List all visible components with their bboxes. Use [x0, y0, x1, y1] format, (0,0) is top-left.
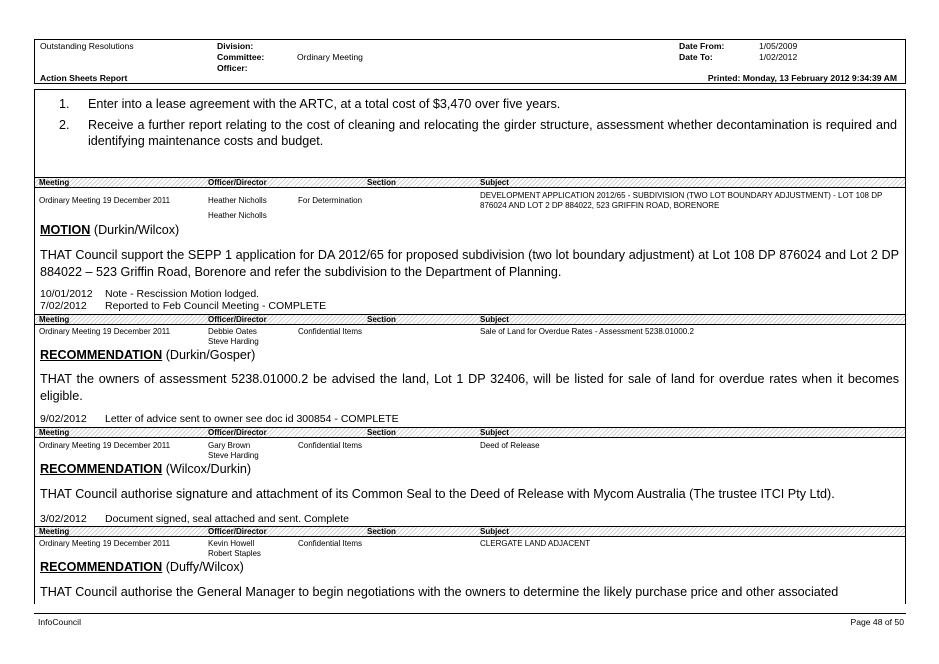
meeting-value: Ordinary Meeting 19 December 2011	[39, 196, 171, 205]
note-text: Note - Rescission Motion lodged.	[105, 288, 260, 300]
column-section: Section	[367, 428, 396, 437]
resolution-type: MOTION	[40, 223, 91, 237]
officer-value: Kevin Howell	[208, 539, 255, 548]
note-date: 9/02/2012	[40, 413, 87, 425]
column-officer: Officer/Director	[208, 428, 267, 437]
resolution-type: RECOMMENDATION	[40, 560, 163, 574]
column-officer: Officer/Director	[208, 315, 267, 324]
director-value: Heather Nicholls	[208, 211, 267, 220]
section-value: Confidential Items	[298, 327, 363, 336]
resolution-heading	[40, 559, 244, 575]
officer-value: Debbie Oates	[208, 327, 257, 336]
column-section: Section	[367, 527, 396, 536]
section-value: For Determination	[298, 196, 363, 205]
date-from-value: 1/05/2009	[759, 41, 798, 51]
report-header	[34, 39, 906, 84]
resolution-heading	[40, 347, 255, 363]
list-text: Enter into a lease agreement with the ARTC, at a total cost of $3,470 over five years.	[88, 97, 561, 111]
column-subject: Subject	[480, 315, 509, 324]
column-subject: Subject	[480, 428, 509, 437]
section-value: Confidential Items	[298, 539, 363, 548]
footer-divider	[34, 613, 906, 614]
subject-value: CLERGATE LAND ADJACENT	[480, 539, 591, 548]
director-value: Robert Staples	[208, 549, 261, 558]
resolution-movers: (Wilcox/Durkin)	[165, 462, 252, 476]
column-header-row	[35, 427, 905, 438]
note-text: Letter of advice sent to owner see doc id 300854 - COMPLETE	[105, 413, 399, 425]
action-sheets-content	[34, 89, 906, 604]
footer-brand: InfoCouncil	[38, 617, 81, 627]
note-text: Document signed, seal attached and sent. Complete	[105, 513, 349, 525]
officer-label: Officer:	[217, 63, 248, 73]
column-subject: Subject	[480, 527, 509, 536]
resolution-text: THAT the owners of assessment 5238.01000.2 be advised the land, Lot 1 DP 32406, will be listed for sale of land for overdue rates when it becomes eligible.	[40, 372, 899, 403]
page-number: Page 48 of 50	[850, 617, 904, 627]
resolution-movers: (Durkin/Gosper)	[165, 348, 256, 362]
committee-value: Ordinary Meeting	[297, 52, 363, 62]
column-officer: Officer/Director	[208, 178, 267, 187]
officer-value: Heather Nicholls	[208, 196, 267, 205]
column-meeting: Meeting	[39, 527, 70, 536]
resolution-heading	[40, 222, 179, 238]
column-header-row	[35, 526, 905, 537]
resolution-movers: (Durkin/Wilcox)	[93, 223, 180, 237]
resolution-type: RECOMMENDATION	[40, 462, 163, 476]
printed-label: Printed:	[707, 73, 741, 83]
column-meeting: Meeting	[39, 428, 70, 437]
officer-value: Gary Brown	[208, 441, 251, 450]
note-date: 7/02/2012	[40, 300, 87, 312]
column-section: Section	[367, 178, 396, 187]
list-number: 2.	[59, 118, 70, 132]
subject-value: DEVELOPMENT APPLICATION 2012/65 - SUBDIVISION (TWO LOT BOUNDARY ADJUSTMENT) - LOT 108 DP 876024 AND LOT 2 DP 884022, 523 GRIFFIN ROAD, BORENORE	[480, 191, 883, 210]
date-to-label: Date To:	[679, 52, 713, 62]
committee-label: Committee:	[217, 52, 265, 62]
column-subject: Subject	[480, 178, 509, 187]
report-title: Action Sheets Report	[40, 73, 128, 83]
director-value: Steve Harding	[208, 337, 259, 346]
subject-value: Deed of Release	[480, 441, 540, 450]
report-area: Outstanding Resolutions	[40, 41, 134, 51]
column-meeting: Meeting	[39, 178, 70, 187]
resolution-text: THAT Council authorise the General Manager to begin negotiations with the owners to determine the likely purchase price and other associated	[40, 585, 839, 599]
resolution-text: THAT Council support the SEPP 1 application for DA 2012/65 for proposed subdivision (two lot boundary adjustment) at Lot 108 DP 876024 and Lot 2 DP 884022 – 523 Griffin Road, Borenore and refer the subdivision to the Department of Planning.	[40, 248, 899, 279]
printed-stamp	[708, 73, 897, 83]
column-meeting: Meeting	[39, 315, 70, 324]
column-header-row	[35, 314, 905, 325]
note-text: Reported to Feb Council Meeting - COMPLETE	[105, 300, 327, 312]
action-note	[40, 413, 399, 425]
date-to-value: 1/02/2012	[759, 52, 798, 62]
director-value: Steve Harding	[208, 451, 259, 460]
date-from-label: Date From:	[679, 41, 725, 51]
section-value: Confidential Items	[298, 441, 363, 450]
action-note	[40, 300, 326, 312]
column-officer: Officer/Director	[208, 527, 267, 536]
column-header-row	[35, 177, 905, 188]
subject-value: Sale of Land for Overdue Rates - Assessment 5238.01000.2	[480, 327, 694, 336]
note-date: 3/02/2012	[40, 513, 87, 525]
note-date: 10/01/2012	[40, 288, 93, 300]
action-note	[40, 288, 259, 300]
printed-value: Monday, 13 February 2012 9:34:39 AM	[742, 73, 897, 83]
resolution-type: RECOMMENDATION	[40, 348, 163, 362]
resolution-movers: (Duffy/Wilcox)	[165, 560, 244, 574]
division-label: Division:	[217, 41, 254, 51]
resolution-text: THAT Council authorise signature and attachment of its Common Seal to the Deed of Release with Mycom Australia (The trustee ITCI Pty Ltd).	[40, 487, 835, 501]
list-text: Receive a further report relating to the cost of cleaning and relocating the girder structure, assessment whether decontamination is required and identifying maintenance costs and budget.	[88, 118, 897, 148]
meeting-value: Ordinary Meeting 19 December 2011	[39, 539, 171, 548]
resolution-heading	[40, 461, 251, 477]
action-note	[40, 513, 349, 525]
meeting-value: Ordinary Meeting 19 December 2011	[39, 327, 171, 336]
meeting-value: Ordinary Meeting 19 December 2011	[39, 441, 171, 450]
list-number: 1.	[59, 97, 70, 111]
column-section: Section	[367, 315, 396, 324]
